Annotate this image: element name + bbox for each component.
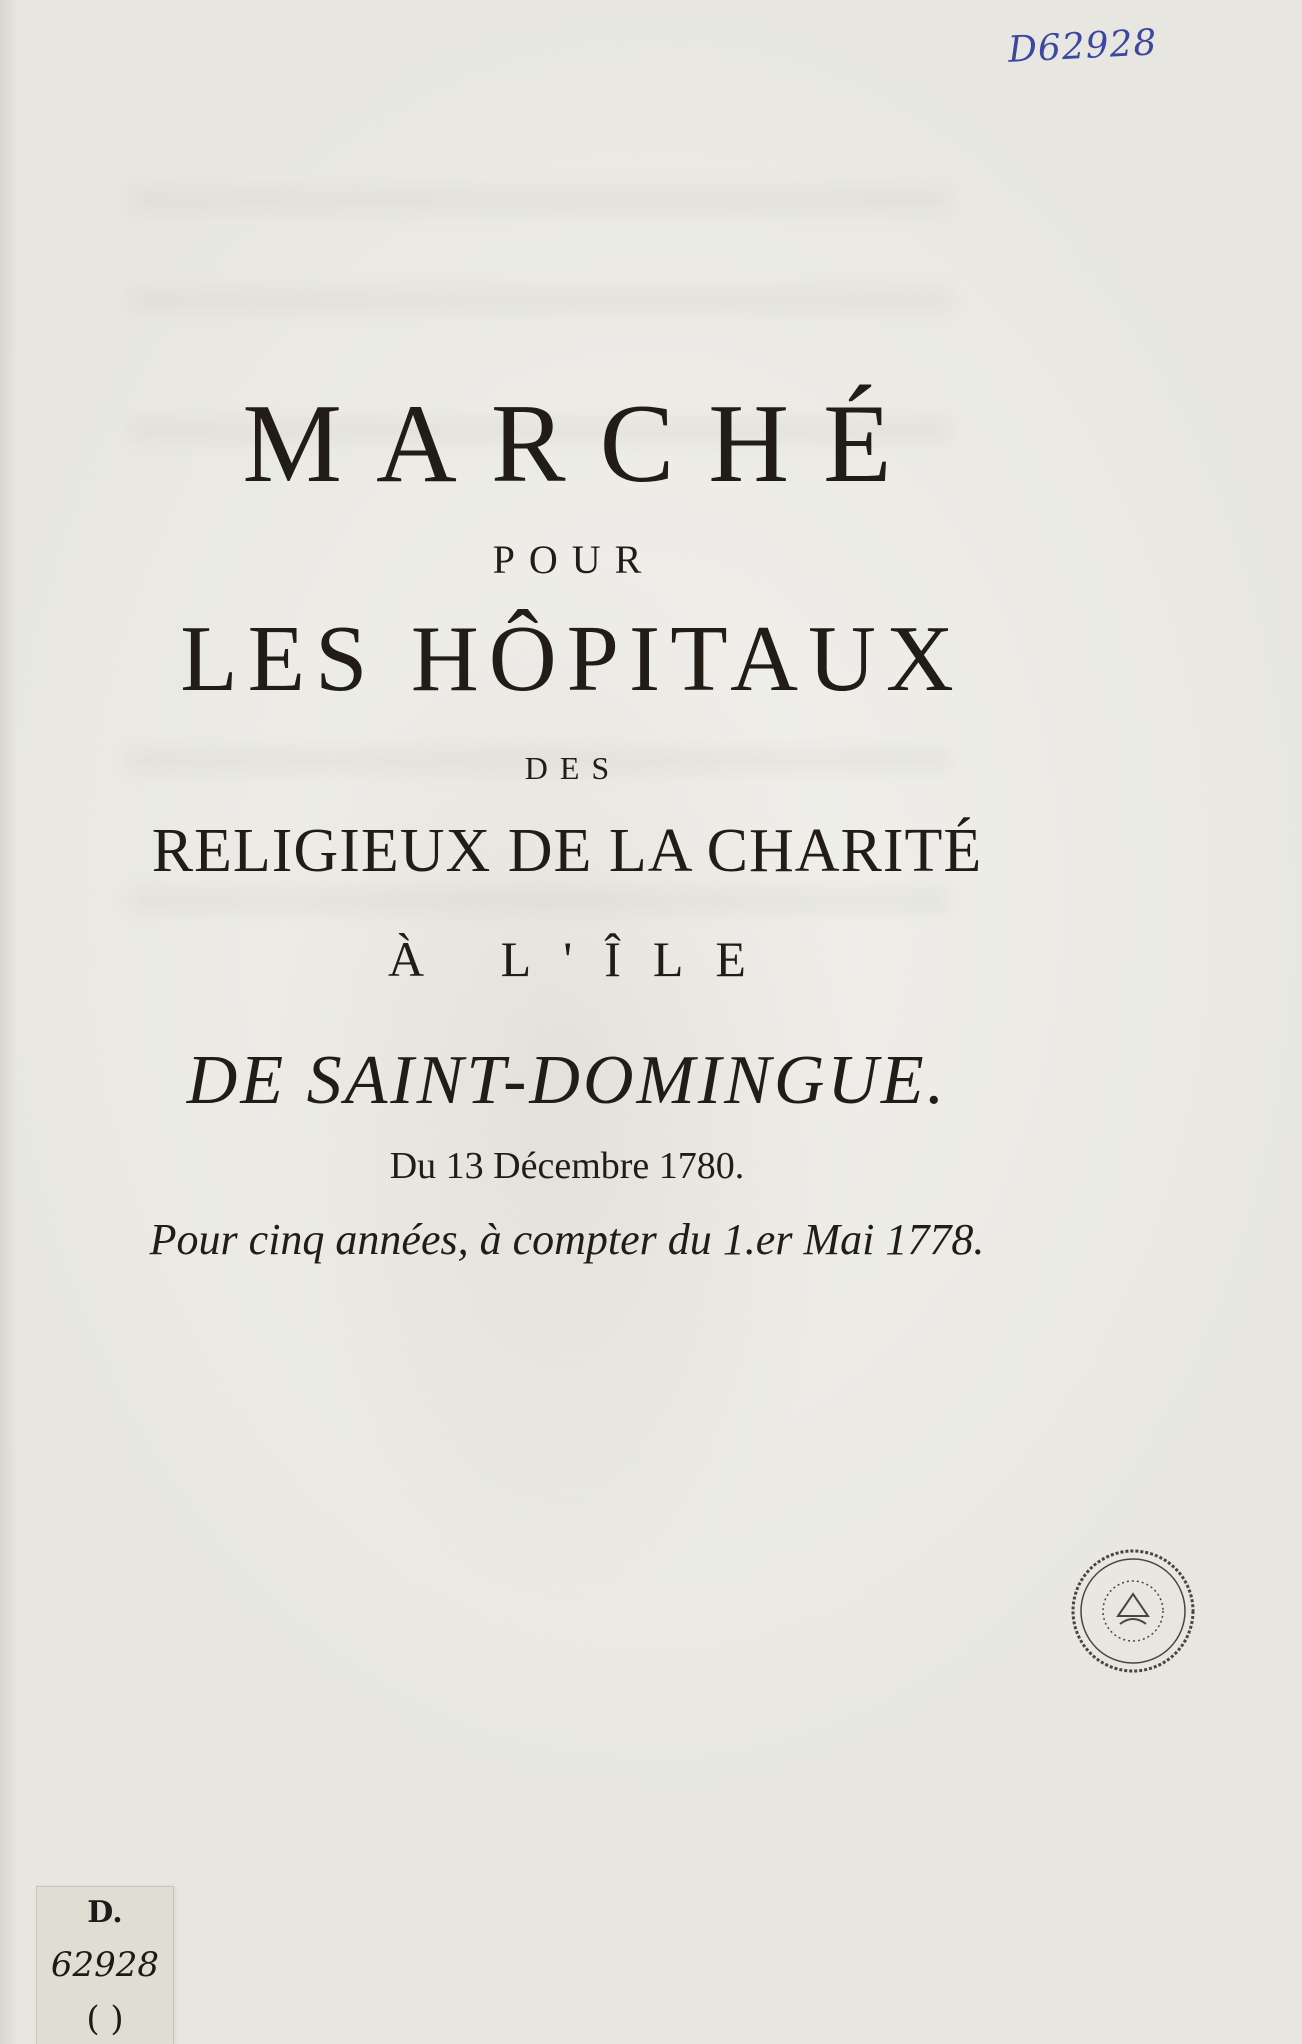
date-line: Du 13 Décembre 1780. [389, 1145, 745, 1187]
period-line: Pour cinq années, à compter du 1.er Mai 1778. [149, 1215, 985, 1264]
page-edge-shadow [0, 0, 18, 2044]
spine-label [36, 1886, 174, 2044]
title-pour: POUR [492, 537, 656, 582]
title-a-lile: À L'ÎLE [388, 931, 778, 987]
show-through-text [140, 300, 940, 301]
show-through-text [140, 900, 940, 901]
title-religieux: RELIGIEUX DE LA CHARITÉ [151, 817, 983, 885]
library-stamp-icon [1068, 1546, 1198, 1676]
spine-label-number: 62928 [50, 1945, 160, 1985]
title-hopitaux: LES HÔPITAUX [180, 607, 964, 711]
title-saint-domingue: DE SAINT-DOMINGUE. [186, 1042, 948, 1119]
spine-label-volume: ( ) [86, 1999, 124, 2039]
title-des: DES [524, 750, 622, 786]
show-through-text [140, 200, 940, 201]
title-marche: MARCHÉ [242, 382, 926, 506]
spine-label-series: D. [87, 1895, 123, 1930]
handwritten-shelfmark: D62928 [1007, 22, 1159, 71]
